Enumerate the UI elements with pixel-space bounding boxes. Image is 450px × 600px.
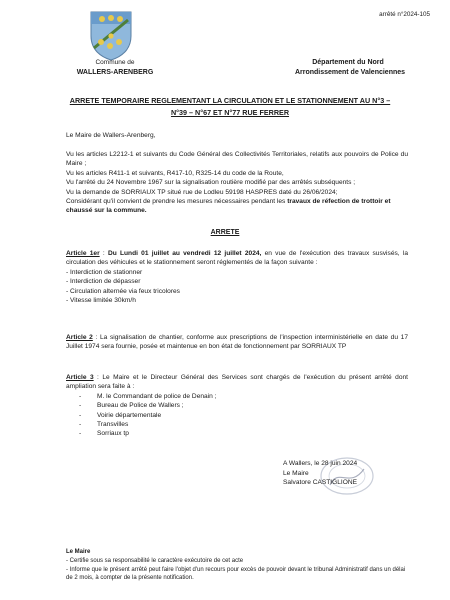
article-1-item: - Interdiction de dépasser	[66, 278, 141, 286]
considerant-works: travaux de réfection de trottoir et chaussé sur la commune.	[66, 198, 391, 215]
article-1	[66, 249, 408, 305]
consideration-considerant	[66, 197, 408, 216]
consideration-vu-3: Vu l'arrêté du 24 Novembre 1967 sur la signalisation routière modifié par des arrêtés subséquents ;	[66, 179, 356, 187]
article-1-separator: :	[99, 250, 108, 257]
decree-title	[58, 95, 402, 118]
article-1-text	[66, 249, 408, 268]
article-2-body: : La signalisation de chantier, conforme aux prescriptions de l'inspection interministérielle en date du 17 Juillet 1974 sera fournie, posée et maintenue en bon état de fonctionnement par SORRIAUX TP	[66, 334, 408, 351]
consideration-vu-2: Vu les articles R411-1 et suivants, R417-10, R325-14 du code de la Route,	[66, 169, 284, 177]
signature-name: Salvatore CASTIGLIONE	[283, 479, 358, 486]
arrondissement-name: Arrondissement de Valenciennes	[294, 69, 406, 76]
distribution-item: - Transvilles	[66, 420, 408, 429]
considerant-text: Considérant qu'il convient de prendre les mesures nécessaires pendant les	[66, 198, 286, 206]
article-3-label: Article 3	[66, 374, 94, 381]
signature-role: Le Maire	[283, 469, 309, 477]
article-2-text	[66, 333, 408, 352]
distribution-item: - Bureau de Police de Wallers ;	[66, 401, 408, 410]
coat-of-arms-icon	[88, 10, 134, 62]
decree-title-line-2: N°39 – N°67 ET N°77 RUE FERRER	[170, 107, 290, 117]
article-3-body: : Le Maire et le Directeur Général des Services sont chargés de l'exécution du présent arrêté dont ampliation sera faite à :	[66, 374, 408, 391]
consideration-vu-1: Vu les articles L2212-1 et suivants du Code Général des Collectivités Territoriales, relatifs aux pouvoirs de Police du Maire ;	[66, 151, 408, 168]
distribution-item: - M. le Commandant de police de Denain ;	[66, 392, 408, 401]
consideration-vu-4: Vu la demande de SORRIAUX TP situé rue de Lodleu 59198 HASPRES daté du 26/06/2024;	[66, 188, 338, 196]
article-1-dates: Du Lundi 01 juillet au vendredi 12 juillet 2024,	[107, 250, 262, 257]
article-1-label: Article 1er	[66, 250, 100, 257]
article-3	[66, 373, 408, 439]
arrete-heading: ARRETE	[210, 229, 240, 236]
article-1-item: - Circulation alternée via feux tricolores	[66, 287, 180, 295]
footer-line-2: - Informe que le présent arrêté peut faire l'objet d'un recours pour excès de pouvoir devant le tribunal Administratif dans un délai de 2 mois, à compter de la présente notification.	[66, 566, 406, 582]
article-2-label: Article 2	[66, 334, 93, 341]
commune-name: WALLERS-ARENBERG	[76, 69, 154, 76]
decree-title-line-1: ARRETE TEMPORAIRE REGLEMENTANT LA CIRCULATION ET LE STATIONNEMENT AU N°3 –	[69, 96, 391, 105]
footer-heading: Le Maire	[66, 549, 91, 555]
department-name: Département du Nord	[312, 59, 384, 66]
article-2	[66, 333, 408, 352]
article-3-text	[66, 373, 408, 392]
intro-text: Le Maire de Wallers-Arenberg,	[66, 132, 156, 139]
footer-notice	[66, 548, 406, 583]
considerations-block	[66, 150, 408, 216]
distribution-item: - Voirie départementale	[66, 411, 408, 420]
distribution-item: - Sorriaux tp	[66, 429, 408, 438]
article-1-item: - Interdiction de stationner	[66, 268, 143, 276]
article-1-body: en vue de l'exécution des travaux susvisés, la circulation des véhicules et le stationnement seront réglementés de la façon suivante :	[66, 250, 408, 267]
distribution-list	[66, 392, 408, 439]
decree-reference: arrêté n°2024-105	[379, 11, 430, 18]
article-1-item: - Vitesse limitée 30km/h	[66, 297, 136, 305]
signature-place-date: A Wallers, le 28 juin 2024	[283, 460, 358, 467]
commune-label: Commune de	[95, 59, 135, 66]
footer-line-1: - Certifie sous sa responsabilité le caractère exécutoire de cet acte	[66, 557, 244, 564]
signature-block	[283, 459, 357, 488]
